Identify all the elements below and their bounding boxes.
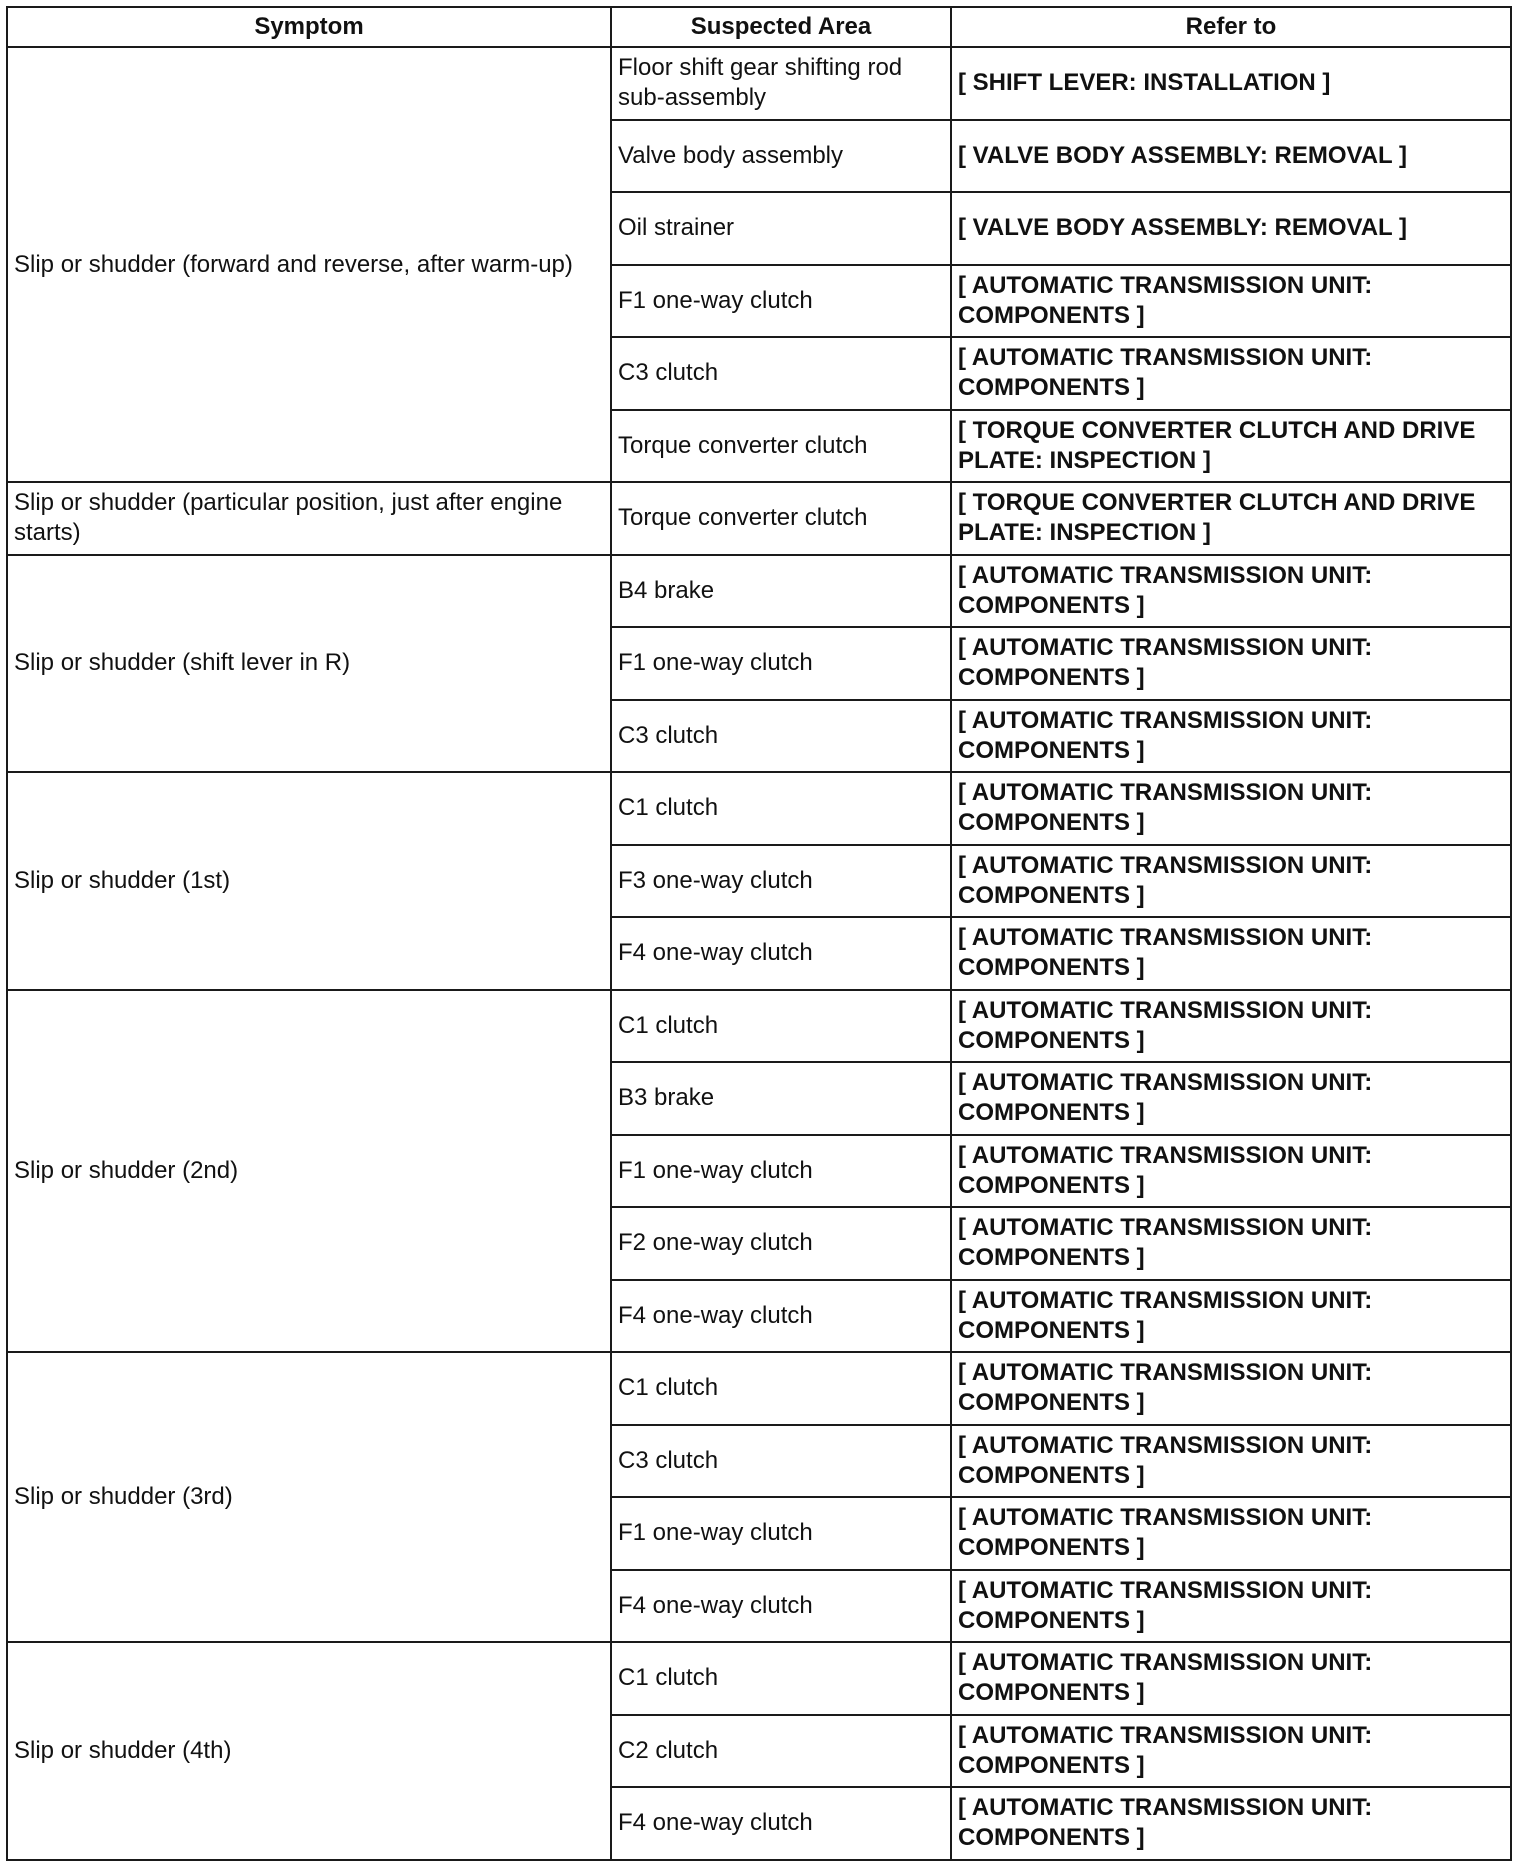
suspected-area-cell: Oil strainer: [611, 192, 951, 265]
header-symptom: Symptom: [7, 7, 611, 47]
suspected-area-cell: C1 clutch: [611, 1352, 951, 1425]
suspected-area-cell: F2 one-way clutch: [611, 1207, 951, 1280]
refer-to-link[interactable]: [ AUTOMATIC TRANSMISSION UNIT: COMPONENTS ]: [951, 990, 1511, 1063]
refer-to-link[interactable]: [ TORQUE CONVERTER CLUTCH AND DRIVE PLATE: INSPECTION ]: [951, 482, 1511, 555]
suspected-area-cell: Valve body assembly: [611, 120, 951, 193]
suspected-area-cell: B4 brake: [611, 555, 951, 628]
table-row: [7, 482, 1511, 555]
symptom-cell: Slip or shudder (3rd): [7, 1352, 611, 1642]
refer-to-link[interactable]: [ AUTOMATIC TRANSMISSION UNIT: COMPONENTS ]: [951, 845, 1511, 918]
refer-to-link[interactable]: [ AUTOMATIC TRANSMISSION UNIT: COMPONENTS ]: [951, 700, 1511, 773]
header-refer-to: Refer to: [951, 7, 1511, 47]
refer-to-link[interactable]: [ AUTOMATIC TRANSMISSION UNIT: COMPONENTS ]: [951, 555, 1511, 628]
refer-to-link[interactable]: [ AUTOMATIC TRANSMISSION UNIT: COMPONENTS ]: [951, 1787, 1511, 1860]
header-row: [7, 7, 1511, 47]
suspected-area-cell: F1 one-way clutch: [611, 627, 951, 700]
suspected-area-cell: F4 one-way clutch: [611, 1570, 951, 1643]
suspected-area-cell: C1 clutch: [611, 772, 951, 845]
header-suspected-area: Suspected Area: [611, 7, 951, 47]
suspected-area-cell: F4 one-way clutch: [611, 1787, 951, 1860]
suspected-area-cell: B3 brake: [611, 1062, 951, 1135]
table-row: [7, 1642, 1511, 1715]
symptom-cell: Slip or shudder (2nd): [7, 990, 611, 1353]
table-row: [7, 990, 1511, 1063]
suspected-area-cell: Torque converter clutch: [611, 410, 951, 483]
symptom-cell: Slip or shudder (forward and reverse, after warm-up): [7, 47, 611, 482]
refer-to-link[interactable]: [ AUTOMATIC TRANSMISSION UNIT: COMPONENTS ]: [951, 1207, 1511, 1280]
refer-to-link[interactable]: [ AUTOMATIC TRANSMISSION UNIT: COMPONENTS ]: [951, 1642, 1511, 1715]
suspected-area-cell: F1 one-way clutch: [611, 1497, 951, 1570]
refer-to-link[interactable]: [ AUTOMATIC TRANSMISSION UNIT: COMPONENTS ]: [951, 1062, 1511, 1135]
suspected-area-cell: C2 clutch: [611, 1715, 951, 1788]
refer-to-link[interactable]: [ AUTOMATIC TRANSMISSION UNIT: COMPONENTS ]: [951, 1570, 1511, 1643]
suspected-area-cell: F3 one-way clutch: [611, 845, 951, 918]
refer-to-link[interactable]: [ VALVE BODY ASSEMBLY: REMOVAL ]: [951, 120, 1511, 193]
refer-to-link[interactable]: [ SHIFT LEVER: INSTALLATION ]: [951, 47, 1511, 120]
symptom-cell: Slip or shudder (shift lever in R): [7, 555, 611, 773]
refer-to-link[interactable]: [ AUTOMATIC TRANSMISSION UNIT: COMPONENTS ]: [951, 337, 1511, 410]
table-row: [7, 1352, 1511, 1425]
symptom-cell: Slip or shudder (1st): [7, 772, 611, 990]
refer-to-link[interactable]: [ AUTOMATIC TRANSMISSION UNIT: COMPONENTS ]: [951, 627, 1511, 700]
symptom-cell: Slip or shudder (4th): [7, 1642, 611, 1860]
suspected-area-cell: F1 one-way clutch: [611, 265, 951, 338]
table-header: [7, 7, 1511, 47]
refer-to-link[interactable]: [ AUTOMATIC TRANSMISSION UNIT: COMPONENTS ]: [951, 1280, 1511, 1353]
refer-to-link[interactable]: [ VALVE BODY ASSEMBLY: REMOVAL ]: [951, 192, 1511, 265]
suspected-area-cell: Torque converter clutch: [611, 482, 951, 555]
table-row: [7, 555, 1511, 628]
table-row: [7, 772, 1511, 845]
refer-to-link[interactable]: [ AUTOMATIC TRANSMISSION UNIT: COMPONENTS ]: [951, 1425, 1511, 1498]
refer-to-link[interactable]: [ AUTOMATIC TRANSMISSION UNIT: COMPONENTS ]: [951, 1352, 1511, 1425]
refer-to-link[interactable]: [ AUTOMATIC TRANSMISSION UNIT: COMPONENTS ]: [951, 265, 1511, 338]
refer-to-link[interactable]: [ TORQUE CONVERTER CLUTCH AND DRIVE PLATE: INSPECTION ]: [951, 410, 1511, 483]
suspected-area-cell: F1 one-way clutch: [611, 1135, 951, 1208]
suspected-area-cell: C1 clutch: [611, 1642, 951, 1715]
refer-to-link[interactable]: [ AUTOMATIC TRANSMISSION UNIT: COMPONENTS ]: [951, 1135, 1511, 1208]
table-body: [7, 47, 1511, 1860]
suspected-area-cell: F4 one-way clutch: [611, 917, 951, 990]
refer-to-link[interactable]: [ AUTOMATIC TRANSMISSION UNIT: COMPONENTS ]: [951, 1715, 1511, 1788]
suspected-area-cell: C3 clutch: [611, 700, 951, 773]
suspected-area-cell: C3 clutch: [611, 1425, 951, 1498]
suspected-area-cell: C3 clutch: [611, 337, 951, 410]
refer-to-link[interactable]: [ AUTOMATIC TRANSMISSION UNIT: COMPONENTS ]: [951, 772, 1511, 845]
suspected-area-cell: C1 clutch: [611, 990, 951, 1063]
suspected-area-cell: Floor shift gear shifting rod sub-assembly: [611, 47, 951, 120]
table-row: [7, 47, 1511, 120]
symptom-cell: Slip or shudder (particular position, just after engine starts): [7, 482, 611, 555]
troubleshooting-table: [6, 6, 1512, 1861]
suspected-area-cell: F4 one-way clutch: [611, 1280, 951, 1353]
refer-to-link[interactable]: [ AUTOMATIC TRANSMISSION UNIT: COMPONENTS ]: [951, 917, 1511, 990]
refer-to-link[interactable]: [ AUTOMATIC TRANSMISSION UNIT: COMPONENTS ]: [951, 1497, 1511, 1570]
